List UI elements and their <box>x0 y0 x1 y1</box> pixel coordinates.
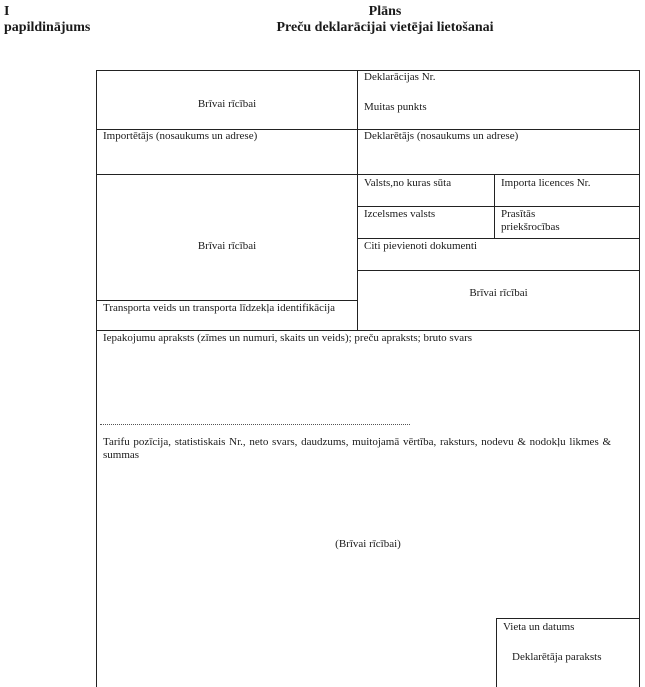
free-use-cell-1: Brīvai rīcībai <box>197 98 257 110</box>
dotted-separator <box>100 424 410 425</box>
other-documents-label: Citi pievienoti dokumenti <box>364 240 478 252</box>
signature-box-left <box>496 618 497 687</box>
import-licence-label: Importa licences Nr. <box>501 177 591 189</box>
cell-divider <box>494 174 495 238</box>
packaging-label: Iepakojumu apraksts (zīmes un numuri, skaits un veids); preču apraksts; bruto svars <box>103 332 473 344</box>
page-subtitle: Preču deklarācijai vietējai lietošanai <box>276 20 494 35</box>
page-title: Plāns <box>368 4 402 19</box>
row-divider-4 <box>357 238 640 239</box>
signature-label: Deklarētāja paraksts <box>512 651 602 663</box>
dispatch-country-label: Valsts,no kuras sūta <box>364 177 452 189</box>
row-divider-5 <box>357 270 640 271</box>
row-divider-6 <box>96 300 358 301</box>
importer-label: Importētājs (nosaukums un adrese) <box>103 130 258 142</box>
row-divider-2 <box>96 174 640 175</box>
required-preferences-label: Prasītās priekšrocības <box>501 208 560 233</box>
tariff-label: Tarifu pozīcija, statistiskais Nr., neto svars, daudzums, muitojamā vērtība, raksturs, nodevu & nodokļu likmes & summas <box>103 436 611 461</box>
customs-point-label: Muitas punkts <box>364 101 427 113</box>
free-use-cell-4: (Brīvai rīcībai) <box>335 538 401 550</box>
form-left-border <box>96 70 97 687</box>
declarant-label: Deklarētājs (nosaukums un adrese) <box>364 130 519 142</box>
annex-label: papildinājums <box>4 20 91 35</box>
transport-label: Transporta veids un transporta līdzekļa identifikācija <box>103 302 336 314</box>
form-right-border <box>639 70 640 687</box>
row-divider-7 <box>96 330 640 331</box>
origin-country-label: Izcelsmes valsts <box>364 208 436 220</box>
row-divider-3 <box>357 206 640 207</box>
annex-number: I <box>4 4 10 19</box>
signature-box-top <box>496 618 640 619</box>
declaration-number-label: Deklarācijas Nr. <box>364 71 436 83</box>
free-use-cell-2: Brīvai rīcībai <box>197 240 257 252</box>
free-use-cell-3: Brīvai rīcībai <box>469 287 528 299</box>
place-date-label: Vieta un datums <box>503 621 575 633</box>
